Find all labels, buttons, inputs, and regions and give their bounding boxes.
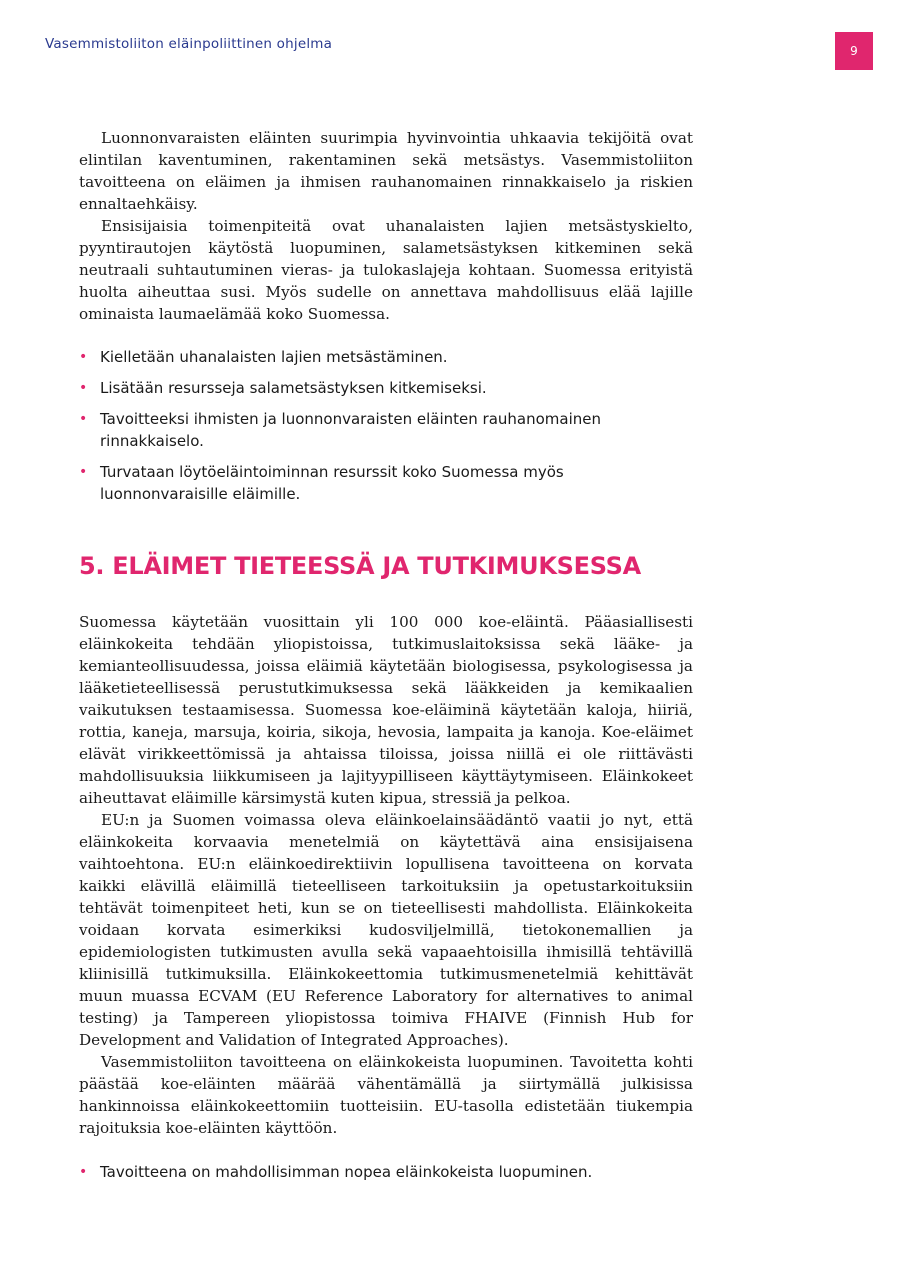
- bullet-dot-icon: •: [79, 1164, 88, 1180]
- bullet-dot-icon: •: [79, 464, 88, 480]
- section-heading: 5. ELÄIMET TIETEESSÄ JA TUTKIMUKSESSA: [79, 552, 641, 580]
- research-text-block: [79, 611, 693, 1139]
- wildlife-text-block: [79, 127, 693, 325]
- bullet-dot-icon: •: [79, 411, 88, 427]
- list-item: [79, 1161, 693, 1183]
- list-item: [79, 408, 693, 452]
- list-item-text: Turvataan löytöeläintoiminnan resurssit koko Suomessa myös luonnonvaraisille eläimille.: [100, 463, 564, 503]
- list-item: [79, 377, 693, 399]
- research-bullet-list: [79, 1161, 693, 1183]
- wildlife-bullet-list-container: [79, 346, 693, 514]
- list-item-text: Lisätään resursseja salametsästyksen kitkemiseksi.: [100, 379, 487, 397]
- paragraph: Ensisijaisia toimenpiteitä ovat uhanalaisten lajien metsästyskielto, pyyntirautojen käytöstä luopuminen, salametsästyksen kitkeminen sekä neutraali suhtautuminen vieras- ja tulokaslajeja kohtaan. Suomessa erityistä huolta aiheuttaa susi. Myös sudelle on annettava mahdollisuus elää lajille ominaista laumaelämää koko Suomessa.: [79, 217, 693, 323]
- running-header: Vasemmistoliiton eläinpoliittinen ohjelma: [45, 36, 333, 52]
- paragraph: Suomessa käytetään vuosittain yli 100 000 koe-eläintä. Pääasiallisesti eläinkokeita tehdään yliopistoissa, tutkimuslaitoksissa sekä lääke- ja kemianteollisuudessa, joissa eläimiä käytetään biologisessa, psykologisessa ja lääketieteellisessä perustutkimuksessa sekä lääkkeiden ja kemikaalien vaikutuksen testaamisessa. Suomessa koe-eläiminä käytetään kaloja, hiiriä, rottia, kaneja, marsuja, koiria, sikoja, hevosia, lampaita ja kanoja. Koe-eläimet elävät virikkeettömissä ja ahtaissa tiloissa, joissa niillä ei ole riittävästi mahdollisuuksia liikkumiseen ja lajityypilliseen käyttäytymiseen. Eläinkokeet aiheuttavat eläimille kärsimystä kuten kipua, stressiä ja pelkoa.: [79, 613, 693, 807]
- wildlife-bullet-list: [79, 346, 693, 505]
- list-item-text: Tavoitteeksi ihmisten ja luonnonvaraisten eläinten rauhanomainen rinnakkaiselo.: [100, 410, 601, 450]
- bullet-dot-icon: •: [79, 380, 88, 396]
- page-number-badge: 9: [835, 32, 873, 70]
- research-bullet-list-container: [79, 1161, 693, 1192]
- paragraph: EU:n ja Suomen voimassa oleva eläinkoelainsäädäntö vaatii jo nyt, että eläinkokeita korvaavia menetelmiä on käytettävä aina ensisijaisena vaihtoehtona. EU:n eläinkoedirektiivin lopullisena tavoitteena on korvata kaikki elävillä eläimillä tieteelliseen tarkoituksiin ja opetustarkoituksiin tehtävät toimenpiteet heti, kun se on tieteellisesti mahdollista. Eläinkokeita voidaan korvata esimerkiksi kudosviljelmillä, tietokonemallien ja epidemiologisten tutkimusten avulla sekä vapaaehtoisilla ihmisillä tehtävillä kliinisillä tutkimuksilla. Eläinkokeettomia tutkimusmenetelmiä kehittävät muun muassa ECVAM (EU Reference Laboratory for alternatives to animal testing) ja Tampereen yliopistossa toimiva FHAIVE (Finnish Hub for Development and Validation of Integrated Approaches).: [79, 811, 693, 1049]
- list-item-text: Kielletään uhanalaisten lajien metsästäminen.: [100, 348, 448, 366]
- list-item: [79, 461, 693, 505]
- paragraph: Luonnonvaraisten eläinten suurimpia hyvinvointia uhkaavia tekijöitä ovat elintilan kaventuminen, rakentaminen sekä metsästys. Vasemmistoliiton tavoitteena on eläimen ja ihmisen rauhanomainen rinnakkaiselo ja riskien ennaltaehkäisy.: [79, 129, 693, 213]
- bullet-dot-icon: •: [79, 349, 88, 365]
- paragraph: Vasemmistoliiton tavoitteena on eläinkokeista luopuminen. Tavoitetta kohti päästää koe-eläinten määrää vähentämällä ja siirtymällä julkisissa hankinnoissa eläinkokeettomiin tuotteisiin. EU-tasolla edistetään tiukempia rajoituksia koe-eläinten käyttöön.: [79, 1053, 693, 1137]
- list-item-text: Tavoitteena on mahdollisimman nopea eläinkokeista luopuminen.: [100, 1163, 593, 1181]
- list-item: [79, 346, 693, 368]
